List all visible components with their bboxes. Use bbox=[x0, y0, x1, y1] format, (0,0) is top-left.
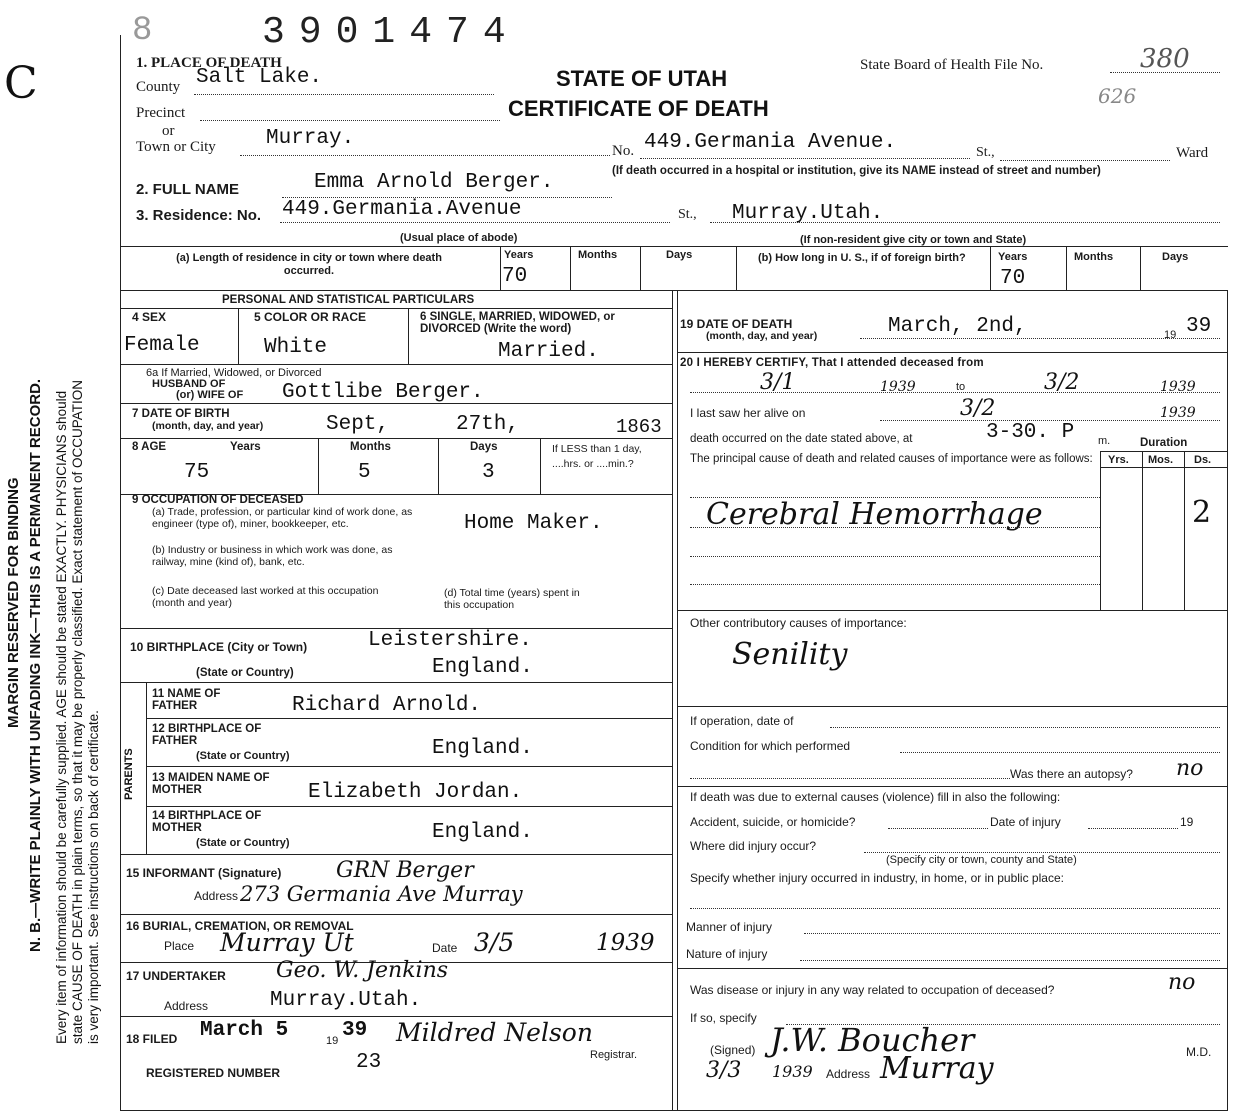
ifso-label: If so, specify bbox=[690, 1011, 757, 1025]
autopsy-label: Was there an autopsy? bbox=[1010, 767, 1133, 781]
spouse-label-1: 6a If Married, Widowed, or Divorced bbox=[146, 367, 322, 379]
months-header: Months bbox=[578, 249, 618, 261]
operation-label: If operation, date of bbox=[690, 714, 794, 728]
cause-days: 2 bbox=[1192, 495, 1212, 530]
manner-label: Manner of injury bbox=[686, 920, 773, 934]
county-value: Salt Lake. bbox=[196, 66, 323, 89]
undertaker-address: Murray.Utah. bbox=[270, 989, 422, 1012]
undertaker-address-label: Address bbox=[164, 999, 209, 1013]
full-name-label: 2. FULL NAME bbox=[136, 181, 240, 198]
us-days-header: Days bbox=[1162, 251, 1189, 263]
residence-years: 70 bbox=[502, 265, 528, 288]
nonres-note: (If non-resident give city or town and State) bbox=[800, 234, 1027, 246]
street-no-label: No. bbox=[612, 143, 635, 159]
filed-date: March 5 bbox=[200, 1019, 289, 1042]
ward-label: Ward bbox=[1176, 145, 1209, 161]
mother-label: 13 MAIDEN NAME OF MOTHER bbox=[152, 772, 270, 796]
days-header: Days bbox=[666, 249, 693, 261]
age-less-label: If LESS than 1 day, ....hrs. or ....min.? bbox=[552, 443, 642, 470]
attended-to-label: to bbox=[956, 381, 966, 393]
death-date-label: 19 DATE OF DEATH bbox=[680, 317, 793, 331]
instructions-line-3: is very important. See instructions on back of certificate. bbox=[86, 710, 101, 1044]
full-name-value: Emma Arnold Berger. bbox=[314, 171, 554, 194]
dob-year: 1863 bbox=[616, 416, 662, 438]
st-label: St., bbox=[976, 145, 995, 160]
informant-address: 273 Germania Ave Murray bbox=[240, 882, 523, 906]
race-label: 5 COLOR OR RACE bbox=[254, 310, 367, 324]
death-year: 39 bbox=[1186, 315, 1212, 338]
birthplace-country: England. bbox=[432, 656, 533, 679]
permanent-record-note: N. B.—WRITE PLAINLY WITH UNFADING INK—THIS IS A PERMANENT RECORD. bbox=[27, 378, 44, 952]
occupation-d-label: (d) Total time (years) spent in this occupation bbox=[444, 587, 580, 611]
binding-margin-note: MARGIN RESERVED FOR BINDING bbox=[5, 477, 22, 728]
county-label: County bbox=[136, 79, 181, 95]
occupation-b-label: (b) Industry or business in which work was done, as railway, mine (kind of), bank, etc. bbox=[152, 544, 393, 568]
mother-birthplace-label: 14 BIRTHPLACE OF MOTHER bbox=[152, 810, 262, 834]
occupation-c-label: (c) Date deceased last worked at this occupation (month and year) bbox=[152, 585, 379, 609]
us-years: 70 bbox=[1000, 267, 1026, 290]
md-label: M.D. bbox=[1186, 1045, 1212, 1059]
filed-label: 18 FILED bbox=[126, 1032, 178, 1046]
precinct-label: Precinct bbox=[136, 105, 186, 121]
burial-place: Murray Ut bbox=[220, 928, 354, 957]
cause-value: Cerebral Hemorrhage bbox=[706, 497, 1043, 532]
dob-day: 27th, bbox=[456, 413, 520, 436]
father-value: Richard Arnold. bbox=[292, 694, 482, 717]
burial-place-label: Place bbox=[164, 939, 195, 953]
sex-label: 4 SEX bbox=[132, 310, 167, 324]
hospital-note: (If death occurred in a hospital or institution, give its NAME instead of street and number) bbox=[612, 165, 1101, 177]
occupation-value: Home Maker. bbox=[464, 512, 603, 535]
related-value: no bbox=[1168, 970, 1196, 995]
m-label: m. bbox=[1098, 435, 1111, 447]
signed-label: (Signed) bbox=[710, 1043, 756, 1057]
burial-label: 16 BURIAL, CREMATION, OR REMOVAL bbox=[126, 919, 354, 933]
registrar-label: Registrar. bbox=[590, 1049, 638, 1061]
title-certificate: CERTIFICATE OF DEATH bbox=[508, 96, 769, 121]
physician-address: Murray bbox=[880, 1051, 994, 1086]
informant-address-label: Address bbox=[194, 889, 239, 903]
file-no-value: 380 bbox=[1140, 44, 1190, 74]
signature-year: 1939 bbox=[772, 1062, 813, 1081]
residence-city: Murray.Utah. bbox=[732, 202, 884, 225]
burial-year: 1939 bbox=[596, 930, 655, 956]
attended-to-year: 1939 bbox=[1160, 379, 1196, 395]
death-date-sub: (month, day, and year) bbox=[706, 330, 818, 342]
age-years-label: Years bbox=[230, 441, 261, 453]
residence-label: 3. Residence: No. bbox=[136, 207, 262, 224]
occupation-label: 9 OCCUPATION OF DECEASED bbox=[132, 494, 304, 506]
us-length-label: (b) How long in U. S., if of foreign birth? bbox=[758, 252, 966, 264]
dob-label: 7 DATE OF BIRTH bbox=[132, 408, 230, 420]
personal-heading: PERSONAL AND STATISTICAL PARTICULARS bbox=[222, 294, 475, 306]
age-days-label: Days bbox=[470, 441, 498, 453]
duration-ds-header: Ds. bbox=[1194, 454, 1212, 466]
certificate-number-prefix: 8 bbox=[132, 12, 153, 50]
injury-year-prefix: 19 bbox=[1180, 815, 1194, 829]
instructions-line-2: state CAUSE OF DEATH in plain terms, so that it may be properly classified. Exact statement of OCCUPATION bbox=[70, 380, 85, 1044]
injury-date-label: Date of injury bbox=[990, 815, 1061, 829]
age-years: 75 bbox=[184, 461, 210, 484]
title-state: STATE OF UTAH bbox=[556, 66, 728, 91]
undertaker-name: Geo. W. Jenkins bbox=[276, 958, 449, 983]
last-saw-date: 3/2 bbox=[960, 396, 996, 421]
parents-side-label: PARENTS bbox=[123, 748, 135, 800]
industry-label: Specify whether injury occurred in industry, in home, or in public place: bbox=[690, 871, 1064, 885]
physician-address-label: Address bbox=[826, 1067, 871, 1081]
attended-from: 3/1 bbox=[760, 370, 796, 395]
marital-label: 6 SINGLE, MARRIED, WIDOWED, or DIVORCED (Write the word) bbox=[420, 311, 615, 335]
physician-signature: J.W. Boucher bbox=[770, 1021, 975, 1059]
dob-sub: (month, day, and year) bbox=[152, 420, 264, 432]
informant-label: 15 INFORMANT (Signature) bbox=[126, 866, 282, 880]
residence-street: 449.Germania.Avenue bbox=[282, 198, 522, 221]
occurred-label: death occurred on the date stated above, at bbox=[690, 433, 913, 445]
corner-mark: C bbox=[4, 58, 38, 109]
father-birthplace: England. bbox=[432, 737, 533, 760]
years-header: Years bbox=[504, 249, 534, 261]
burial-date: 3/5 bbox=[474, 928, 515, 957]
sex-value: Female bbox=[124, 334, 200, 357]
mother-value: Elizabeth Jordan. bbox=[308, 781, 523, 804]
autopsy-value: no bbox=[1176, 756, 1204, 781]
duration-mos-header: Mos. bbox=[1148, 454, 1174, 466]
cause-label: The principal cause of death and related causes of importance were as follows: bbox=[690, 453, 1093, 465]
death-date: March, 2nd, bbox=[888, 315, 1027, 338]
duration-label: Duration bbox=[1140, 437, 1188, 449]
specify-note: (Specify city or town, county and State) bbox=[886, 854, 1077, 866]
registered-number: 23 bbox=[356, 1051, 382, 1074]
where-label: Where did injury occur? bbox=[690, 839, 817, 853]
mother-birthplace: England. bbox=[432, 821, 533, 844]
attended-to: 3/2 bbox=[1044, 370, 1080, 395]
birthplace-city: Leistershire. bbox=[368, 629, 532, 652]
instructions-line-1: Every item of information should be carefully supplied. AGE should be stated EXACTLY. PHYSICIANS should bbox=[54, 390, 69, 1044]
death-year-prefix: 19 bbox=[1164, 329, 1177, 341]
burial-date-label: Date bbox=[432, 941, 458, 955]
certify-label: 20 I HEREBY CERTIFY, That I attended deceased from bbox=[680, 357, 984, 369]
accident-label: Accident, suicide, or homicide? bbox=[690, 815, 856, 829]
related-label: Was disease or injury in any way related to occupation of deceased? bbox=[690, 983, 1055, 997]
last-saw-label: I last saw her alive on bbox=[690, 406, 806, 420]
abode-note: (Usual place of abode) bbox=[400, 232, 518, 244]
undertaker-label: 17 UNDERTAKER bbox=[126, 969, 226, 983]
residence-st-label: St., bbox=[678, 207, 697, 222]
marital-value: Married. bbox=[498, 340, 599, 363]
us-months-header: Months bbox=[1074, 251, 1114, 263]
town-value: Murray. bbox=[266, 127, 355, 150]
other-causes-label: Other contributory causes of importance: bbox=[690, 616, 907, 630]
attended-from-year: 1939 bbox=[880, 379, 916, 395]
father-birthplace-label: 12 BIRTHPLACE OF FATHER bbox=[152, 723, 262, 747]
age-days: 3 bbox=[482, 461, 495, 484]
spouse-value: Gottlibe Berger. bbox=[282, 381, 484, 404]
spouse-label-2: HUSBAND OF bbox=[152, 378, 226, 390]
place-heading: 1. PLACE OF DEATH bbox=[136, 55, 282, 71]
last-saw-year: 1939 bbox=[1160, 405, 1196, 421]
age-months-label: Months bbox=[350, 441, 391, 453]
spouse-label-3: (or) WIFE OF bbox=[176, 389, 244, 401]
death-time: 3-30. P bbox=[986, 421, 1075, 444]
age-label: 8 AGE bbox=[132, 441, 167, 453]
mother-bp-state-label: (State or Country) bbox=[196, 837, 290, 849]
nature-label: Nature of injury bbox=[686, 947, 768, 961]
father-bp-state-label: (State or Country) bbox=[196, 750, 290, 762]
race-value: White bbox=[264, 336, 328, 359]
signature-date: 3/3 bbox=[706, 1058, 742, 1083]
file-no-label: State Board of Health File No. bbox=[860, 57, 1044, 73]
father-label: 11 NAME OF FATHER bbox=[152, 688, 221, 712]
certificate-number: 3901474 bbox=[262, 11, 520, 54]
filed-year-prefix: 19 bbox=[326, 1035, 339, 1047]
occupation-a-label: (a) Trade, profession, or particular kind of work done, as engineer (type of), miner, bookkeeper, etc. bbox=[152, 506, 413, 530]
other-causes-value: Senility bbox=[732, 637, 848, 672]
duration-yrs-header: Yrs. bbox=[1108, 454, 1129, 466]
condition-label: Condition for which performed bbox=[690, 739, 851, 753]
us-years-header: Years bbox=[998, 251, 1028, 263]
registrar-signature: Mildred Nelson bbox=[396, 1018, 593, 1047]
filed-year: 39 bbox=[342, 1019, 368, 1042]
length-residence-label: (a) Length of residence in city or town where death occurred. bbox=[176, 252, 442, 277]
registered-number-label: REGISTERED NUMBER bbox=[146, 1066, 281, 1080]
external-label: If death was due to external causes (violence) fill in also the following: bbox=[690, 790, 1061, 804]
or-label: or bbox=[162, 123, 175, 139]
street-value: 449.Germania Avenue. bbox=[644, 131, 897, 154]
file-no-extra: 626 bbox=[1098, 84, 1137, 108]
birthplace-label: 10 BIRTHPLACE (City or Town) bbox=[130, 640, 308, 654]
birthplace-state-label: (State or Country) bbox=[196, 667, 294, 679]
dob-month: Sept, bbox=[326, 413, 390, 436]
informant-signature: GRN Berger bbox=[336, 858, 474, 883]
town-label: Town or City bbox=[136, 139, 216, 155]
age-months: 5 bbox=[358, 461, 371, 484]
